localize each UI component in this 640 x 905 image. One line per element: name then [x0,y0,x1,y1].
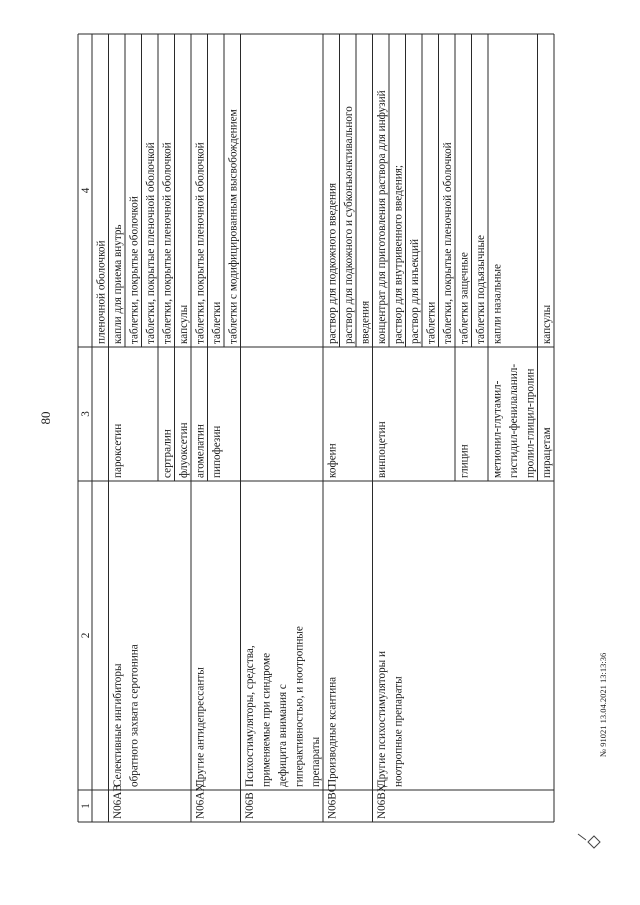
page-number: 80 [38,411,53,425]
atc-group-name: применяемые при синдроме [260,652,273,787]
dosage-form: таблетки подъязычные [475,235,487,344]
drug-table [78,34,554,822]
registration-stamp: № 91021 13.04.2021 13:13:36 [598,652,608,757]
atc-group-name: ноотропные препараты [392,676,405,787]
atc-group-name: обратного захвата серотонина [128,644,141,787]
atc-group-name: препараты [310,736,322,787]
drug-name: сертралин [161,429,174,478]
drug-name: агомелатин [194,424,207,478]
signature-logo-icon [578,834,600,848]
drug-name: пароксетин [112,423,124,478]
dosage-form: раствор для инъекций [409,239,421,344]
dosage-form: таблетки защечные [458,252,471,344]
dosage-form: таблетки, покрытые пленочной оболочкой [194,142,207,344]
drug-name: пирацетам [541,427,553,478]
dosage-form: капсулы [541,304,553,344]
column-header: 2 [80,632,92,639]
atc-group-name: Другие психостимуляторы и [376,651,388,787]
dosage-form: капли для приема внутрь [112,224,124,344]
column-header: 1 [80,803,92,809]
drug-name: винпоцетин [376,421,388,478]
atc-group-name: Производные ксантина [326,676,339,787]
dosage-form: таблетки, покрытые пленочной оболочкой [442,142,454,344]
dosage-form: капли назальные [491,263,504,344]
atc-code: N06AB [112,784,124,819]
dosage-form: таблетки, покрытые оболочкой [128,196,141,344]
drug-name: пролил-глицил-пролин [524,368,537,478]
drug-name: метионил-глутамил- [491,380,504,478]
drug-name: гистидил-фенилаланил- [508,363,520,478]
atc-code: N06BC [326,784,339,819]
dosage-form: капсулы [178,304,190,344]
dosage-form: пленочной оболочкой [95,240,108,344]
column-header: 4 [80,187,92,194]
atc-group-name: Психостимуляторы, средства, [244,645,256,787]
atc-group-name: Селективные ингибиторы [112,663,124,787]
drug-name: пипофезин [211,425,223,478]
atc-code: N06BX [376,784,388,819]
dosage-form: таблетки с модифицированным высвобождением [227,109,240,344]
drug-name: кофеин [326,443,339,478]
dosage-form: таблетки [425,301,438,344]
table-content [80,90,553,819]
drug-name: глицин [458,444,471,478]
footer [578,653,608,848]
dosage-form: концентрат для приготовления раствора для инфузий [376,90,388,344]
dosage-form: таблетки [211,301,223,344]
atc-code: N06B [244,792,256,819]
drug-name: флуоксетин [178,422,190,478]
dosage-form: таблетки, покрытые пленочной оболочкой [145,142,157,344]
dosage-form: раствор для подкожного введения [326,182,339,344]
column-header: 3 [80,411,92,417]
atc-group-name: гиперактивностью, и ноотропные [293,626,306,787]
atc-code: N06AX [194,783,207,819]
atc-group-name: дефицита внимания с [277,684,289,787]
atc-group-name: Другие антидепрессанты [194,667,207,787]
dosage-form: раствор для внутривенного введения; [392,165,405,344]
electronic-signature-logo [578,834,600,848]
dosage-form: таблетки, покрытые пленочной оболочкой [161,142,174,344]
dosage-form: раствор для подкожного и субконъюнктивального [343,106,355,344]
dosage-form: введения [359,300,372,344]
